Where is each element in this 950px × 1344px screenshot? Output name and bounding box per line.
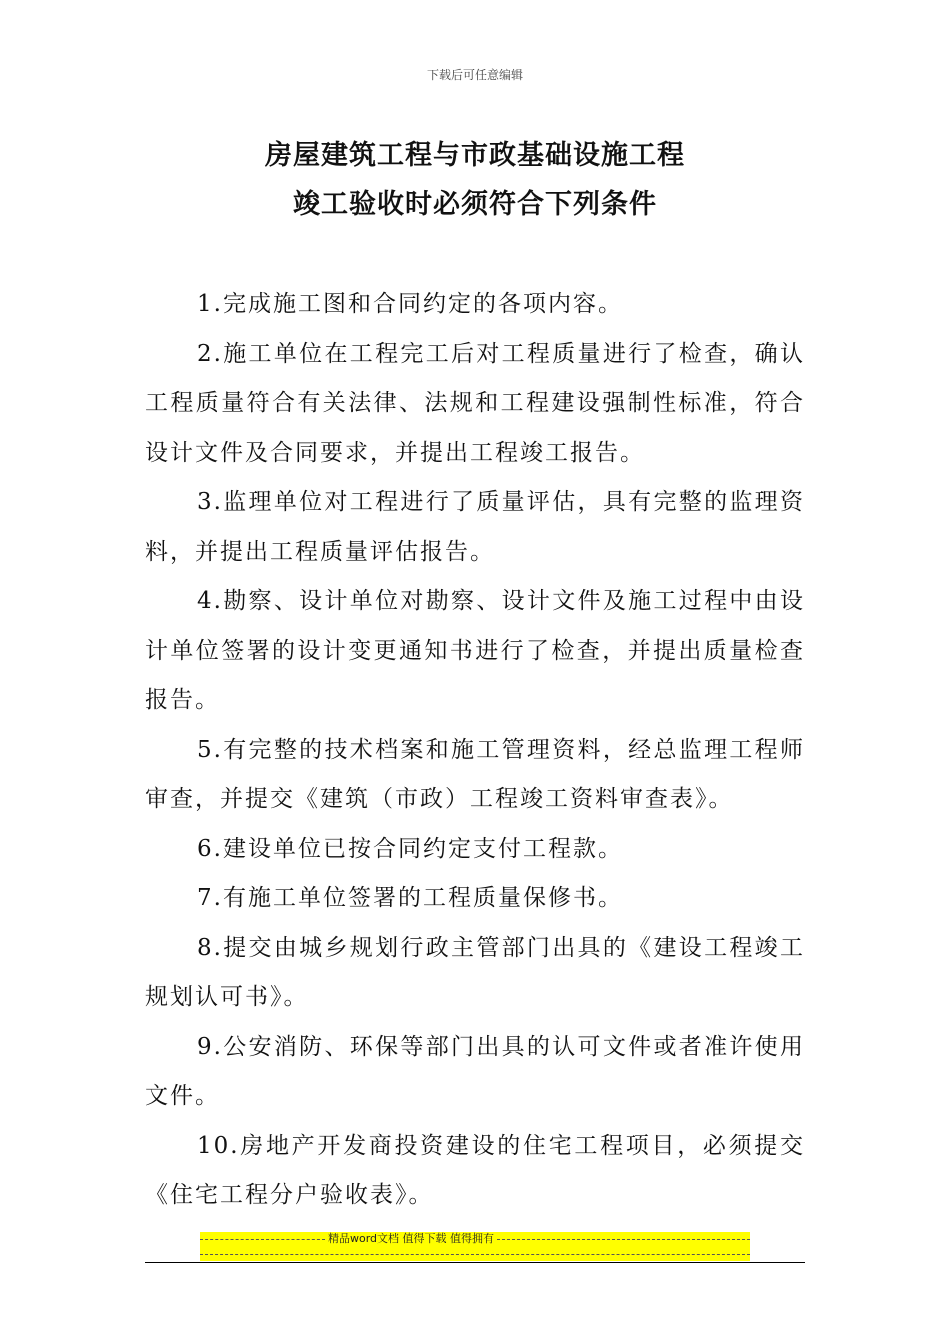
- paragraph-item-7: 7.有施工单位签署的工程质量保修书。: [197, 885, 623, 911]
- document-body: [145, 280, 805, 1221]
- paragraph-item-3: 3.监理单位对工程进行了质量评估，具有完整的监理资料，并提出工程质量评估报告。: [145, 489, 805, 565]
- dash-divider: [497, 1239, 750, 1240]
- paragraph-item-9: 9.公安消防、环保等部门出具的认可文件或者准许使用文件。: [145, 1033, 805, 1109]
- document-title-line-1: 房屋建筑工程与市政基础设施工程: [265, 140, 685, 171]
- page-header-note: 下载后可任意编辑: [426, 68, 523, 82]
- dash-divider: [200, 1254, 750, 1255]
- paragraph-item-1: 1.完成施工图和合同约定的各项内容。: [197, 291, 623, 317]
- footer-banner-row: [200, 1232, 750, 1246]
- dash-divider: [200, 1239, 325, 1240]
- footer-banner-text: 精品word文档 值得下载 值得拥有: [328, 1232, 495, 1245]
- paragraph-item-5: 5.有完整的技术档案和施工管理资料，经总监理工程师审查，并提交《建筑（市政）工程竣工资料审查表》。: [145, 736, 805, 812]
- paragraph-item-8: 8.提交由城乡规划行政主管部门出具的《建设工程竣工规划认可书》。: [145, 934, 805, 1010]
- document-title-line-2: 竣工验收时必须符合下列条件: [293, 189, 657, 220]
- paragraph-item-6: 6.建设单位已按合同约定支付工程款。: [197, 835, 623, 862]
- paragraph-item-4: 4.勘察、设计单位对勘察、设计文件及施工过程中由设计单位签署的设计变更通知书进行了检查，并提出质量检查报告。: [145, 588, 805, 713]
- footer-banner-row-2: [200, 1247, 750, 1261]
- footer-banner: [200, 1232, 750, 1261]
- footer-rule: [145, 1262, 805, 1263]
- paragraph-item-10: 10.房地产开发商投资建设的住宅工程项目，必须提交《住宅工程分户验收表》。: [145, 1132, 805, 1208]
- paragraph-item-2: 2.施工单位在工程完工后对工程质量进行了检查，确认工程质量符合有关法律、法规和工程建设强制性标准，符合设计文件及合同要求，并提出工程竣工报告。: [145, 340, 805, 466]
